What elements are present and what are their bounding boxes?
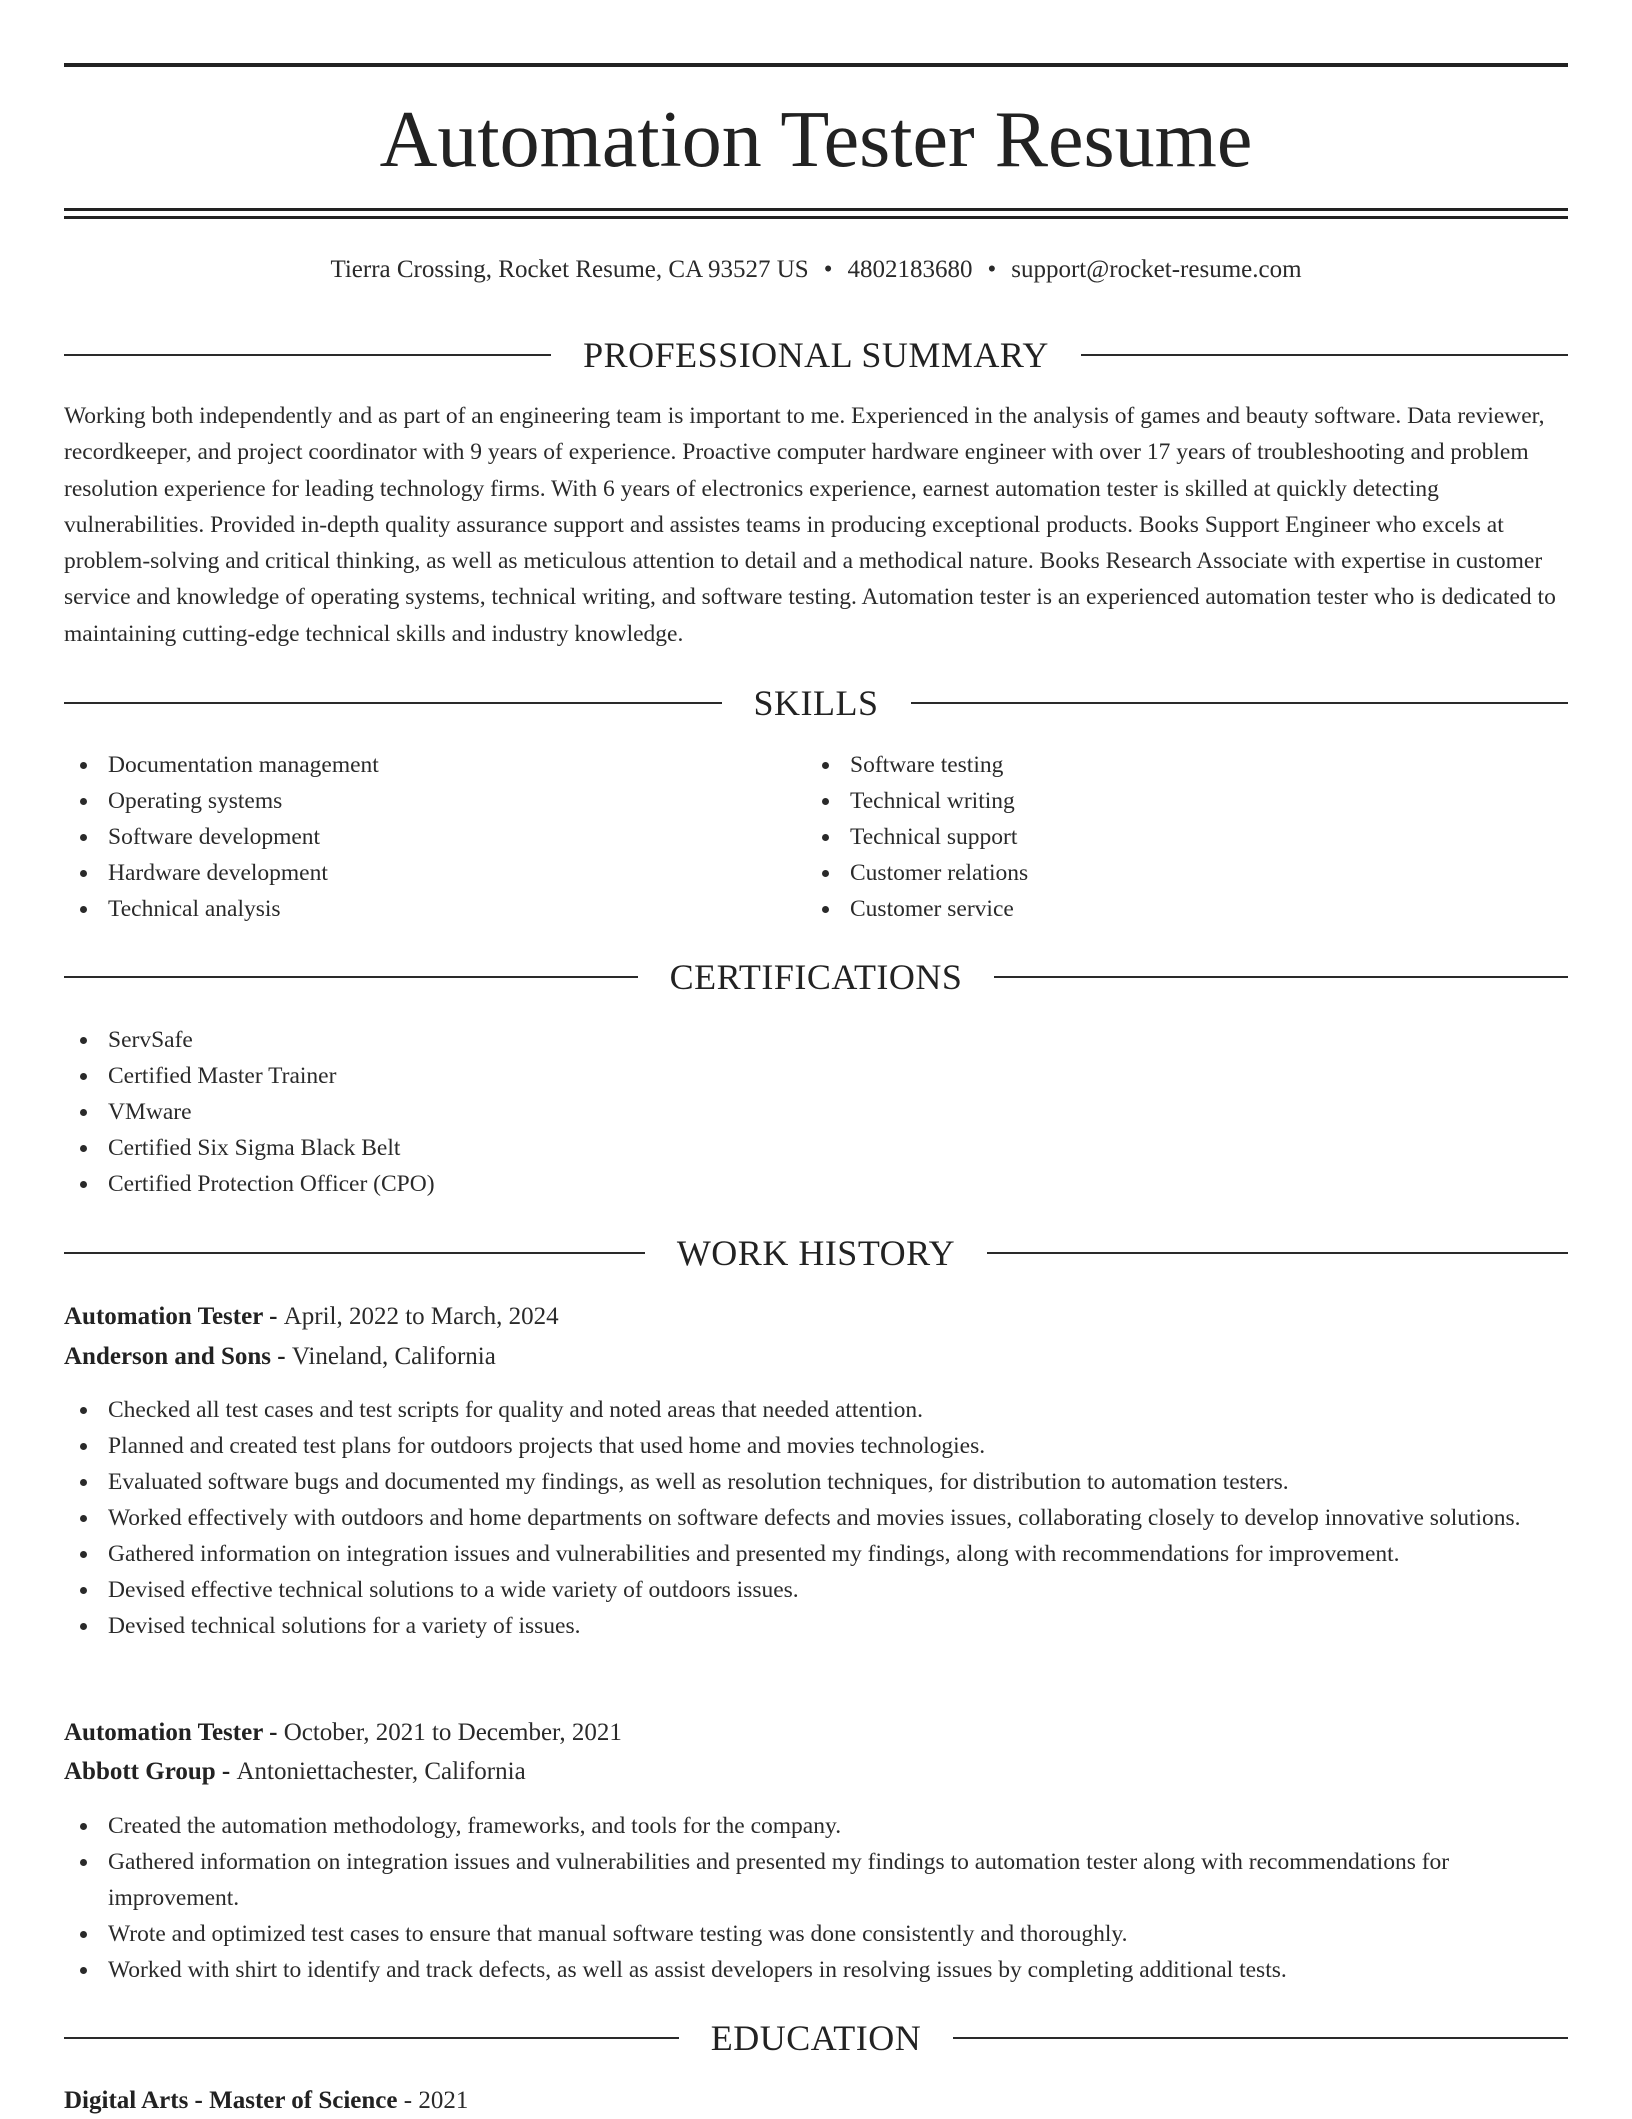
job-bullet: Planned and created test plans for outdoors projects that used home and movies technologies. xyxy=(64,1428,1568,1464)
skill-item: Operating systems xyxy=(64,783,806,819)
work-heading-label: WORK HISTORY xyxy=(676,1233,956,1273)
education-heading xyxy=(64,2016,1568,2060)
title-rule-upper xyxy=(64,208,1568,211)
skill-item: Technical support xyxy=(806,819,1568,855)
contact-phone: 4802183680 xyxy=(847,256,973,283)
job-bullet: Wrote and optimized test cases to ensure that manual software testing was done consistently and thoroughly. xyxy=(64,1916,1568,1952)
heading-rule-right xyxy=(953,2037,1568,2039)
heading-rule-left xyxy=(64,1252,645,1254)
summary-heading-label: PROFESSIONAL SUMMARY xyxy=(583,335,1049,375)
education-dash-2: - xyxy=(397,2087,419,2114)
resume-title: Automation Tester Resume xyxy=(379,96,1253,184)
heading-rule-left xyxy=(64,2037,679,2039)
heading-rule-right xyxy=(1081,354,1568,356)
job-bullet: Evaluated software bugs and documented my findings, as well as resolution techniques, for distribution to automation testers. xyxy=(64,1464,1568,1500)
skill-item: Technical writing xyxy=(806,783,1568,819)
job-bullet: Worked with shirt to identify and track defects, as well as assist developers in resolving issues by completing additional tests. xyxy=(64,1952,1568,1988)
skill-item: Technical analysis xyxy=(64,891,806,927)
education-dash: - xyxy=(188,2087,210,2114)
job-dash: - xyxy=(271,1343,292,1370)
job-title-line xyxy=(64,1299,559,1335)
job-dates: October, 2021 to December, 2021 xyxy=(283,1719,622,1746)
job-bullet: Gathered information on integration issues and vulnerabilities and presented my findings, along with recommendations for improvement. xyxy=(64,1536,1568,1572)
heading-rule-right xyxy=(987,1252,1568,1254)
job-bullet: Devised technical solutions for a variety of issues. xyxy=(64,1608,1568,1644)
certification-item: VMware xyxy=(64,1094,1568,1130)
certifications-heading xyxy=(64,955,1568,999)
job-bullets xyxy=(64,1808,1568,1988)
heading-rule-right xyxy=(994,976,1568,978)
skill-item: Hardware development xyxy=(64,855,806,891)
job-location: Antoniettachester, California xyxy=(236,1758,526,1785)
job-bullet: Gathered information on integration issues and vulnerabilities and presented my findings to automation tester along with recommendations for improvement. xyxy=(64,1844,1568,1916)
education-heading-label: EDUCATION xyxy=(710,2018,922,2058)
skill-item: Documentation management xyxy=(64,747,806,783)
job-dash: - xyxy=(215,1758,237,1785)
summary-heading xyxy=(64,333,1568,377)
job-title: Automation Tester xyxy=(64,1303,263,1330)
heading-rule-right xyxy=(911,702,1569,704)
contact-line xyxy=(64,252,1568,288)
work-heading xyxy=(64,1231,1568,1275)
certification-item: Certified Master Trainer xyxy=(64,1058,1568,1094)
education-degree: Master of Science xyxy=(209,2087,398,2114)
job-bullet: Checked all test cases and test scripts for quality and noted areas that needed attention. xyxy=(64,1392,1568,1428)
skill-item: Software testing xyxy=(806,747,1568,783)
job-bullet: Devised effective technical solutions to a wide variety of outdoors issues. xyxy=(64,1572,1568,1608)
education-entry xyxy=(64,2083,468,2119)
skills-list-right xyxy=(806,747,1568,927)
job-title-line xyxy=(64,1715,622,1751)
heading-rule-left xyxy=(64,702,722,704)
job-dates: April, 2022 to March, 2024 xyxy=(283,1303,559,1330)
skill-item: Customer service xyxy=(806,891,1568,927)
job-company: Anderson and Sons xyxy=(64,1343,272,1370)
education-field: Digital Arts xyxy=(64,2087,189,2114)
contact-separator: • xyxy=(987,256,997,283)
skill-item: Customer relations xyxy=(806,855,1568,891)
job-bullet: Worked effectively with outdoors and home departments on software defects and movies issues, collaborating closely to develop innovative solutions. xyxy=(64,1500,1568,1536)
certification-item: Certified Six Sigma Black Belt xyxy=(64,1130,1568,1166)
skills-heading-label: SKILLS xyxy=(753,683,879,723)
skills-heading xyxy=(64,681,1568,725)
job-bullets xyxy=(64,1392,1568,1644)
job-bullet: Created the automation methodology, frameworks, and tools for the company. xyxy=(64,1808,1568,1844)
skill-item: Software development xyxy=(64,819,806,855)
job-company: Abbott Group xyxy=(64,1758,216,1785)
certification-item: ServSafe xyxy=(64,1022,1568,1058)
title-rule-lower xyxy=(64,216,1568,219)
skills-list-left xyxy=(64,747,806,927)
heading-rule-left xyxy=(64,976,638,978)
job-company-line xyxy=(64,1754,526,1790)
contact-address: Tierra Crossing, Rocket Resume, CA 93527 US xyxy=(330,256,809,283)
heading-rule-left xyxy=(64,354,551,356)
summary-text: Working both independently and as part of an engineering team is important to me. Experienced in the analysis of games and beauty software. Data reviewer, recordkeeper, and project coordinator with 9 years of experience. Proactive computer hardware engineer with over 17 years of troubleshooting and problem resolution experience for leading technology firms. With 6 years of electronics experience, earnest automation tester is skilled at quickly detecting vulnerabilities. Provided in-depth quality assurance support and assistes teams in producing exceptional products. Books Support Engineer who excels at problem-solving and critical thinking, as well as meticulous attention to detail and a methodical nature. Books Research Associate with expertise in customer service and knowledge of operating systems, technical writing, and software testing. Automation tester is an experienced automation tester who is dedicated to maintaining cutting-edge technical skills and industry knowledge. xyxy=(64,403,1556,647)
education-year: 2021 xyxy=(418,2087,469,2114)
job-dash: - xyxy=(262,1303,284,1330)
job-company-line xyxy=(64,1339,496,1375)
job-title: Automation Tester xyxy=(64,1719,263,1746)
certifications-list xyxy=(64,1022,1568,1202)
job-dash: - xyxy=(262,1719,284,1746)
contact-email: support@rocket-resume.com xyxy=(1011,256,1302,283)
contact-separator: • xyxy=(823,256,833,283)
job-location: Vineland, California xyxy=(291,1343,496,1370)
certifications-heading-label: CERTIFICATIONS xyxy=(669,957,963,997)
top-rule xyxy=(64,63,1568,67)
certification-item: Certified Protection Officer (CPO) xyxy=(64,1166,1568,1202)
